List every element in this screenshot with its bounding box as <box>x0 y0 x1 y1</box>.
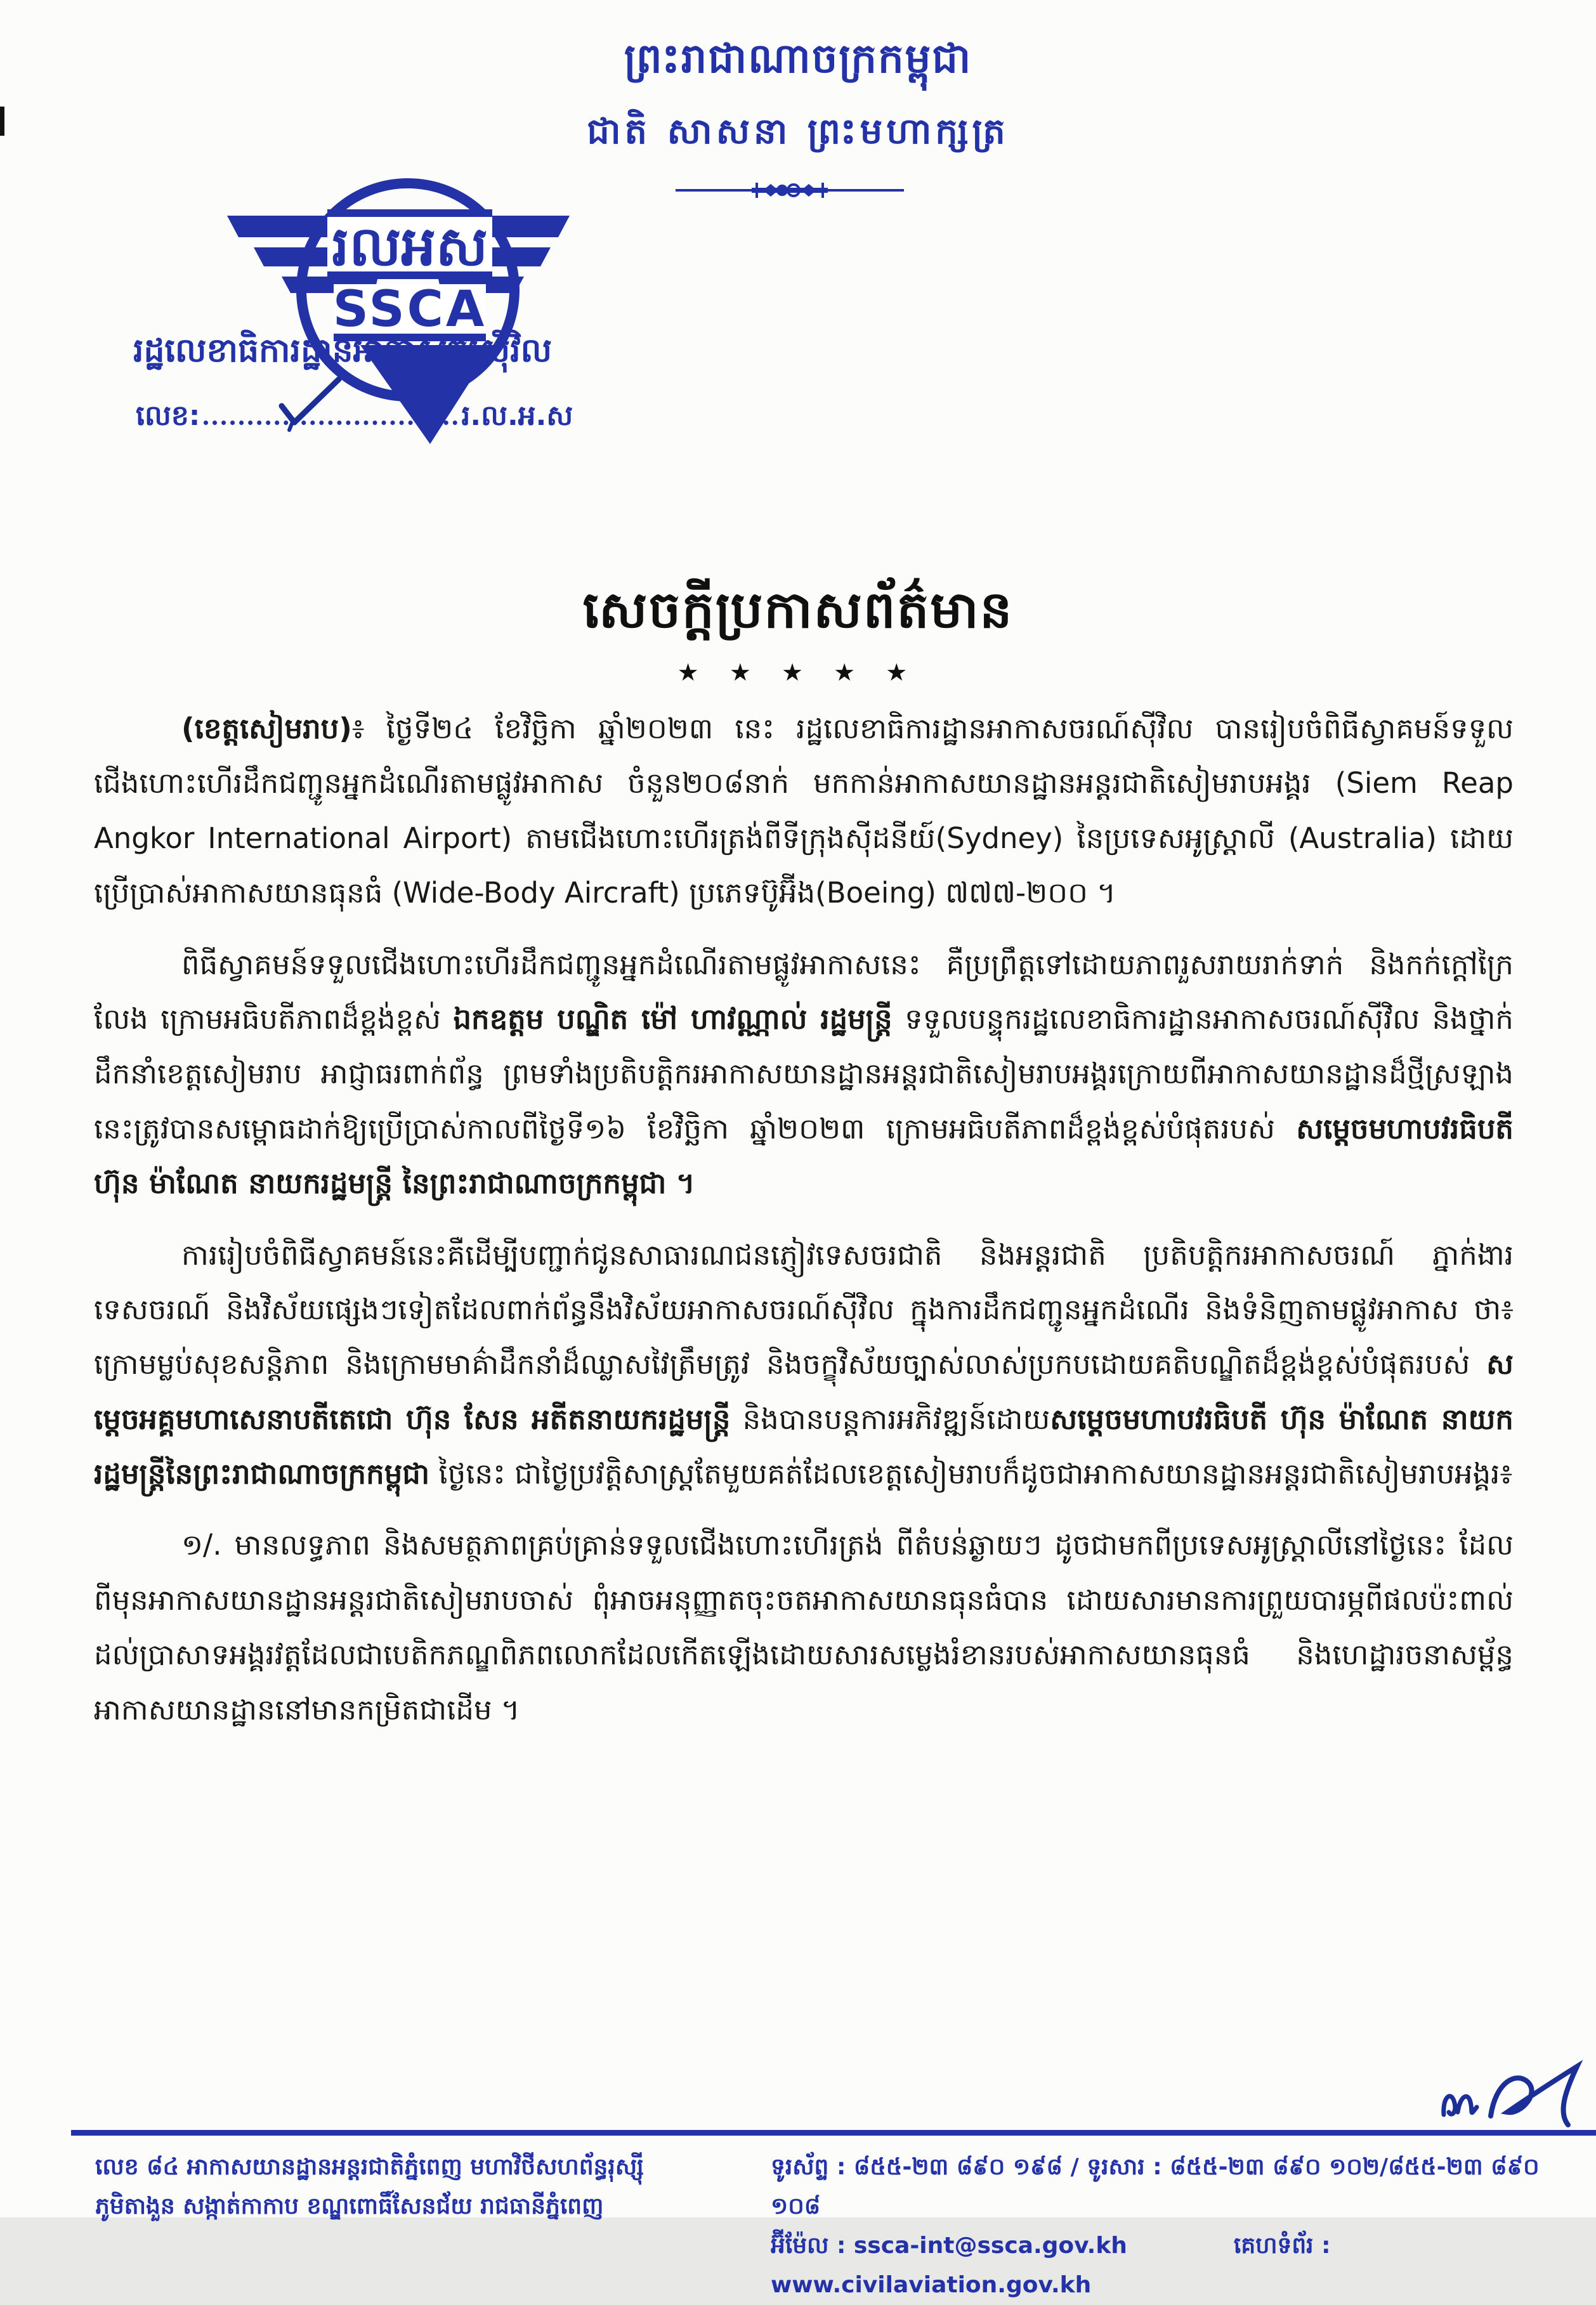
bold-text-segment: ឯកឧត្តម បណ្ឌិត ម៉ៅ ហាវណ្ណាល់ រដ្ឋមន្ត្រី <box>453 1002 893 1036</box>
number-suffix: រ.ល.អ.ស <box>461 400 573 432</box>
bold-text-segment: សម្តេចមហាបវរធិបតី ហ៊ុន ម៉ាណែត នាយករដ្ឋមន្ត្រីនៃព្រះរាជាណាចក្រកម្ពុជា <box>94 1402 1514 1491</box>
website-line: គេហទំព័រ : www.civilaviation.gov.kh <box>771 2232 1331 2298</box>
footer-address <box>95 2148 644 2226</box>
document-title: សេចក្តីប្រកាសព័ត៌មាន <box>582 580 1014 639</box>
title-stars: ★ ★ ★ ★ ★ <box>677 658 919 686</box>
text-segment: ១/. មានលទ្ធភាព និងសមត្ថភាពគ្រប់គ្រាន់ទទួលជើងហោះហើរត្រង់ ពីតំបន់ឆ្ងាយៗ ដូចជាមកពីប្រទេសអូស្ត្រាលីនៅថ្ងៃនេះ ដែលពីមុនអាកាសយានដ្ឋានអន្តរជាតិសៀមរាបចាស់ ពុំអាចអនុញ្ញាតចុះចតអាកាសយានធុនធំបាន ដោយសារមានការព្រួយបារម្ភពីផលប៉ះពាល់ដល់ប្រាសាទអង្គរវត្តដែលជាបេតិកភណ្ឌពិភពលោកដែលកើតឡើងដោយសារសម្លេងរំខានរបស់អាកាសយានធុនធំ និងហេដ្ឋារចនាសម្ព័ន្ធអាកាសយានដ្ឋាននៅមានកម្រិតជាដើម ។ <box>94 1528 1514 1727</box>
footer-divider-line <box>71 2130 1596 2136</box>
text-segment: ការរៀបចំពិធីស្វាគមន៍នេះគឺដើម្បីបញ្ជាក់ជូនសាធារណជនភ្ញៀវទេសចរជាតិ និងអន្តរជាតិ ប្រតិបត្តិករអាកាសចរណ៍ ភ្នាក់ងារទេសចរណ៍ និងវិស័យផ្សេងៗទៀតដែលពាក់ព័ន្ធនឹងវិស័យអាកាសចរណ៍ស៊ីវិល ក្នុងការដឹកជញ្ជូនអ្នកដំណើរ និងទំនិញតាមផ្លូវអាកាស ថា៖ ក្រោមម្លប់សុខសន្តិភាព និងក្រោមមាគ៌ាដឹកនាំដ៏ឈ្លាសវៃត្រឹមត្រូវ និងចក្ខុវិស័យច្បាស់លាស់ប្រកបដោយគតិបណ្ឌិតដ៏ខ្ពង់ខ្ពស់បំផុតរបស់ <box>94 1237 1514 1381</box>
document-number-line <box>136 398 573 439</box>
text-segment: និងបានបន្តការអភិវឌ្ឍន៍ដោយ <box>730 1402 1050 1436</box>
signature-initials <box>1432 2054 1585 2138</box>
bold-text-segment: សម្តេចមហាបវរធិបតី ហ៊ុន ម៉ាណែត នាយករដ្ឋមន្ត្រី នៃព្រះរាជាណាចក្រកម្ពុជា ។ <box>94 1111 1514 1201</box>
paragraph <box>94 702 1514 921</box>
email-line: អ៊ីម៉ែល : ssca-int@ssca.gov.kh <box>771 2232 1127 2259</box>
bold-text-segment: (ខេត្តសៀមរាប) <box>181 712 352 745</box>
address-line-1: លេខ ៨៤ អាកាសយានដ្ឋានអន្តរជាតិភ្នំពេញ មហាវិថីសហព័ន្ធរុស្ស៊ី <box>95 2154 644 2180</box>
text-segment: ថ្ងៃនេះ ជាថ្ងៃប្រវត្តិសាស្ត្រតែមួយគត់ដែលខេត្តសៀមរាបក៏ដូចជាអាកាសយានដ្ឋានអន្តរជាតិសៀមរាបអង្គរ៖ <box>429 1457 1513 1491</box>
body-paragraphs <box>94 702 1514 1754</box>
nation-religion-king: ជាតិ សាសនា ព្រះមហាក្សត្រ <box>587 111 1009 152</box>
department-title: រដ្ឋលេខាធិការដ្ឋានអាកាសចរស៊ីវិល <box>133 332 553 370</box>
text-segment: ៖ ថ្ងៃទី២៤ ខែវិច្ឆិកា ឆ្នាំ២០២៣ នេះ រដ្ឋលេខាធិការដ្ឋានអាកាសចរណ៍ស៊ីវិល បានរៀបចំពិធីស្វាគមន៍ទទួលជើងហោះហើរដឹកជញ្ជូនអ្នកដំណើរតាមផ្លូវអាកាស ចំនួន២០៨នាក់ មកកាន់អាកាសយានដ្ឋានអន្តរជាតិសៀមរាបអង្គរ (Siem Reap Angkor International Airport) តាមជើងហោះហើរត្រង់ពីទីក្រុងស៊ីដនីយ៍(Sydney) នៃប្រទេសអូស្ត្រាលី (Australia) ដោយប្រើប្រាស់អាកាសយានធុនធំ (Wide-Body Aircraft) ប្រភេទប៊ូអ៊ីង(Boeing) ៧៧៧-២០០ ។ <box>94 712 1514 910</box>
address-line-2: ភូមិតាងួន សង្កាត់កាកាប ខណ្ឌពោធិ៍សែនជ័យ រាជធានីភ្នំពេញ <box>95 2193 604 2219</box>
paragraph <box>94 1518 1514 1737</box>
text-segment: ទទួលបន្ទុករដ្ឋលេខាធិការដ្ឋានអាកាសចរណ៍ស៊ីវិល និងថ្នាក់ដឹកនាំខេត្តសៀមរាប អាជ្ញាធរពាក់ព័ន្ធ ព្រមទាំងប្រតិបត្តិករអាកាសយានដ្ឋានអន្តរជាតិសៀមរាបអង្គរក្រោយពីអាកាសយានដ្ឋានដ៏ថ្មីស្រឡាងនេះត្រូវបានសម្ពោធដាក់ឱ្យប្រើប្រាស់កាលពីថ្ងៃទី១៦ ខែវិច្ឆិកា ឆ្នាំ២០២៣ ក្រោមអធិបតីភាពដ៏ខ្ពង់ខ្ពស់បំផុតរបស់ <box>94 1002 1514 1146</box>
header-divider-ornament <box>676 179 904 202</box>
handwritten-checkmark <box>273 373 349 430</box>
logo-khmer-acronym: រលអស <box>332 215 488 278</box>
number-label: លេខ: <box>136 400 200 432</box>
paragraph <box>94 1228 1514 1502</box>
text-segment: ពិធីស្វាគមន៍ទទួលជើងហោះហើរដឹកជញ្ជូនអ្នកដំណើរតាមផ្លូវអាកាសនេះ គឺប្រព្រឹត្តទៅដោយភាពរួសរាយរាក់ទាក់ និងកក់ក្តៅក្រៃលែង ក្រោមអធិបតីភាពដ៏ខ្ពង់ខ្ពស់ <box>94 947 1514 1036</box>
footer-contact <box>771 2148 1596 2305</box>
paragraph <box>94 937 1514 1211</box>
logo-latin-acronym: SSCA <box>332 281 487 338</box>
kingdom-title: ព្រះរាជាណាចក្រកម្ពុជា <box>624 36 972 82</box>
phone-fax-line: ទូរស័ព្ទ : ៨៥៥-២៣ ៨៩០ ១៩៨ / ទូរសារ : ៨៥៥-២៣ ៨៩០ ១០២/៨៥៥-២៣ ៨៩០ ១០៨ <box>771 2154 1540 2219</box>
bold-text-segment: សម្តេចអគ្គមហាសេនាបតីតេជោ ហ៊ុន សែន អតីតនាយករដ្ឋមន្ត្រី <box>94 1347 1514 1436</box>
